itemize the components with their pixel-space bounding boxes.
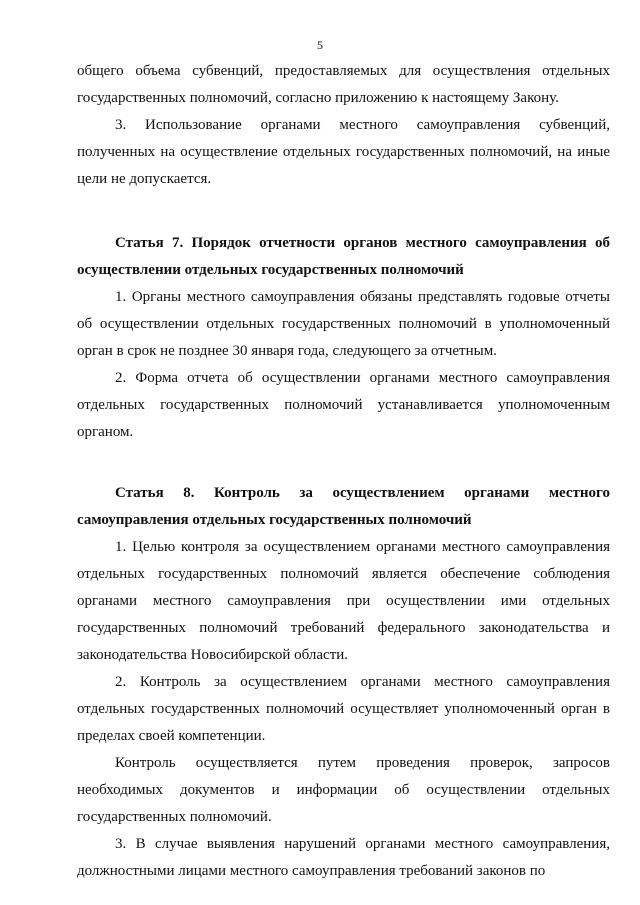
page-number: 5 xyxy=(317,38,323,52)
paragraph-continuation: общего объема субвенций, предоставляемых для осуществления отдельных государственных полномочий, согласно приложению к настоящему Закону. xyxy=(77,63,610,106)
article-8-paragraph-2-continued: Контроль осуществляется путем проведения проверок, запросов необходимых документов и информации об осуществлении отдельных государственных полномочий. xyxy=(77,755,610,825)
article-8-paragraph-3: 3. В случае выявления нарушений органами местного самоуправления, должностными лицами местного самоуправления требований законов по xyxy=(77,836,610,879)
paragraph-item-3: 3. Использование органами местного самоуправления субвенций, полученных на осуществление отдельных государственных полномочий, на иные цели не допускается. xyxy=(77,117,610,187)
article-7-heading: Статья 7. Порядок отчетности органов местного самоуправления об осуществлении отдельных государственных полномочий xyxy=(77,235,610,278)
document-body xyxy=(77,58,610,885)
article-8-heading: Статья 8. Контроль за осуществлением органами местного самоуправления отдельных государственных полномочий xyxy=(77,485,610,528)
article-8-paragraph-2: 2. Контроль за осуществлением органами местного самоуправления отдельных государственных полномочий осуществляет уполномоченный орган в пределах своей компетенции. xyxy=(77,674,610,744)
article-8-paragraph-1: 1. Целью контроля за осуществлением органами местного самоуправления отдельных государственных полномочий является обеспечение соблюдения органами местного самоуправления при осуществлении ими отдельных государственных полномочий требований федерального законодательства и законодательства Новосибирской области. xyxy=(77,539,610,663)
article-7-paragraph-2: 2. Форма отчета об осуществлении органами местного самоуправления отдельных государственных полномочий устанавливается уполномоченным органом. xyxy=(77,370,610,440)
article-7-paragraph-1: 1. Органы местного самоуправления обязаны представлять годовые отчеты об осуществлении отдельных государственных полномочий в уполномоченный орган в срок не позднее 30 января года, следующего за отчетным. xyxy=(77,289,610,359)
